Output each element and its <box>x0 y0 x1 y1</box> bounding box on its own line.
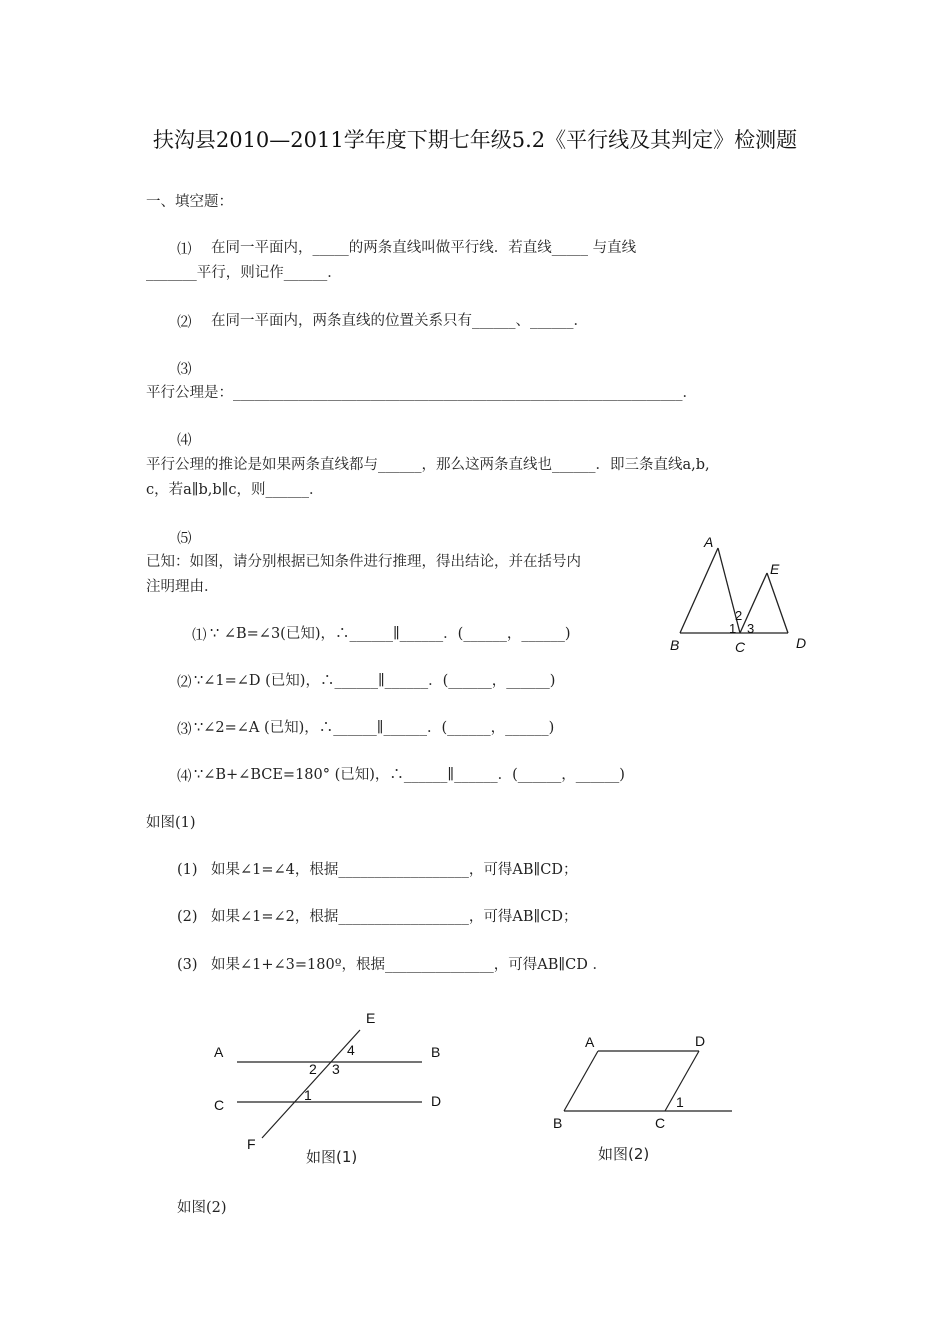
fig2-label-a: A <box>585 1034 595 1050</box>
q5-item-3-number: ⑶ <box>177 722 192 738</box>
fig1-item-1-text: 如果∠1=∠4，根据__________________，可得AB∥CD； <box>211 862 578 878</box>
question-3-line-1: 平行公理是：______________________________________________________________． <box>146 385 697 401</box>
triangle-label-b: B <box>670 637 680 653</box>
fig1-item-3-text: 如果∠1+∠3=180º，根据_______________，可得AB∥CD ． <box>211 957 607 973</box>
question-5-number: ⑸ <box>177 531 192 547</box>
question-4-line-1: 平行公理的推论是如果两条直线都与______，那么这两条直线也______．即三条直线a,b, <box>146 457 710 473</box>
fig1-angle-3: 3 <box>332 1061 340 1077</box>
page-title: 扶沟县2010—2011学年度下期七年级5.2《平行线及其判定》检测题 <box>152 128 798 152</box>
q5-item-2-number: ⑵ <box>177 675 192 691</box>
parallelogram-figure <box>545 1028 745 1138</box>
fig1-label-e: E <box>366 1010 376 1026</box>
fig1-angle-2: 2 <box>309 1061 317 1077</box>
fig1-item-2-text: 如果∠1=∠2，根据__________________，可得AB∥CD； <box>211 909 578 925</box>
question-5-line-1: 已知：如图，请分别根据已知条件进行推理，得出结论，并在括号内 <box>146 554 581 570</box>
fig1-item-1-number: (1) <box>177 862 198 878</box>
triangle-figure <box>660 530 820 660</box>
q5-item-4-number: ⑷ <box>177 769 192 785</box>
fig1-label-c: C <box>214 1097 225 1113</box>
section-heading: 一、填空题： <box>146 194 233 210</box>
question-5-line-2: 注明理由． <box>146 579 219 595</box>
triangle-angle-3: 3 <box>747 621 755 636</box>
fig1-item-3-number: (3) <box>177 957 198 973</box>
question-2-line-1: 在同一平面内，两条直线的位置关系只有______、______． <box>211 313 588 329</box>
fig1-label-b: B <box>431 1044 441 1060</box>
fig1-label-d: D <box>431 1093 442 1109</box>
triangle-label-a: A <box>704 534 714 550</box>
fig1-item-2-number: (2) <box>177 909 198 925</box>
triangle-label-c: C <box>735 639 746 655</box>
question-2-number: ⑵ <box>177 315 192 331</box>
triangle-angle-1: 1 <box>729 621 737 636</box>
triangle-angle-2: 2 <box>735 608 743 623</box>
question-1-line-2: _______平行，则记作______． <box>146 265 342 281</box>
q5-item-4-text: ∵∠B+∠BCE=180° (已知)，∴______∥______．(______，______) <box>194 767 625 783</box>
fig2-angle-1: 1 <box>676 1094 684 1110</box>
fig2-label-c: C <box>655 1115 666 1131</box>
question-3-number: ⑶ <box>177 362 192 378</box>
q5-item-1-number: ⑴ <box>192 628 207 644</box>
question-4-number: ⑷ <box>177 433 192 449</box>
question-1-line-1: 在同一平面内，_____的两条直线叫做平行线．若直线_____ 与直线 <box>211 240 637 256</box>
q5-item-2-text: ∵∠1=∠D (已知)，∴______∥______．(______，______) <box>194 673 556 689</box>
question-4-line-2: c，若a∥b,b∥c，则______． <box>146 482 324 498</box>
fig2-label-b: B <box>553 1115 563 1131</box>
triangle-label-e: E <box>770 561 780 577</box>
fig1-label-f: F <box>247 1136 256 1152</box>
q5-item-1-text: ∵ ∠B=∠3(已知)，∴______∥______．(______，______) <box>210 626 571 642</box>
figure-1-caption: 如图(1) <box>306 1148 358 1166</box>
figure-2-heading: 如图(2) <box>177 1200 227 1216</box>
fig1-angle-1: 1 <box>304 1087 312 1103</box>
fig1-label-a: A <box>214 1044 224 1060</box>
fig1-angle-4: 4 <box>347 1042 355 1058</box>
fig2-label-d: D <box>695 1033 706 1049</box>
figure-1-heading: 如图(1) <box>146 815 196 831</box>
q5-item-3-text: ∵∠2=∠A (已知)，∴______∥______．(______，______) <box>194 720 555 736</box>
figure-2-caption: 如图(2) <box>598 1145 650 1163</box>
triangle-label-d: D <box>796 635 807 651</box>
question-1-number: ⑴ <box>177 242 192 258</box>
